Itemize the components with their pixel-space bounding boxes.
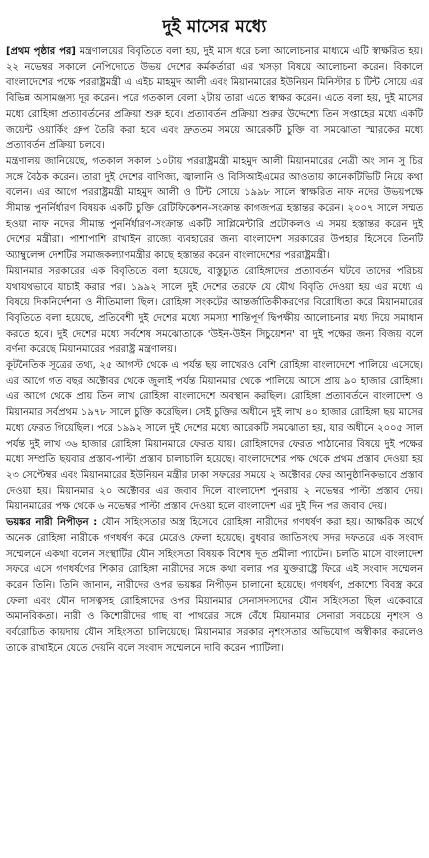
- paragraph-5: [6, 515, 423, 656]
- paragraph-5-text: যৌন সহিংসতার অস্ত্র হিসেবে রোহিঙ্গা নারীদের গণধর্ষণ করা হয়। আক্ষরিক অর্থে অনেক রোহিঙ্গা নারীকে গণধর্ষণ করে মেরেও ফেলা হয়েছে। বুধবার জাতিসংঘ সদর দফতরে এক সংবাদ সম্মেলনে একথা বলেন সংস্থাটির যৌন সহিংসতা বিষয়ক বিশেষ দূত প্রমীলা প্যাটেন। চলতি মাসে বাংলাদেশ সফরে এসে গণধর্ষণের শিকার রোহিঙ্গা নারীদের সঙ্গে কথা বলার পর যুক্তরাষ্ট্রে ফিরে এই সংবাদ সম্মেলন করেন তিনি। তিনি জানান, নারীদের ওপর ভয়ঙ্কর নিপীড়ন চালানো হয়েছে। গণধর্ষণ, প্রকাশ্যে বিবস্ত্র করে ফেলা এবং যৌন দাসত্বসহ রোহিঙ্গাদের ওপর মিয়ানমার সেনাসদস্যদের যৌন সহিংসতা ছিল একেবারে অমানবিকতা। নারী ও কিশোরীদের গাছ বা পাথরের সঙ্গে বেঁধে মিয়ানমার সেনারা সবচেয়ে নৃশংস ও বর্বরোচিত কায়দায় যৌন সহিংসতা চালিয়েছে। মিয়ানমার সরকার নৃশংসতার অভিযোগ অস্বীকার করলেও তাকে রাখাইনে যেতে দেয়নি বলে সংবাদ সম্মেলনে দাবি করেন প্যাটিলা।: [6, 517, 423, 654]
- article-body: [6, 44, 423, 656]
- paragraph-1: [6, 44, 423, 154]
- subheading: ভয়ঙ্কর নারী নিপীড়ন :: [6, 517, 98, 529]
- paragraph-1-text: মন্ত্রণালয়ের বিবৃতিতে বলা হয়, দুই মাস ধরে চলা আলোচনার মাধ্যমে এটি স্বাক্ষরিত হয়। ২২ নভেম্বর সকালে নেপিদোতে উভয় দেশের কর্মকর্তারা এর খসড়া বিষয়ে আলোচনা করেন। বিকালে বাংলাদেশের পক্ষে পররাষ্ট্রমন্ত্রী এ এইচ মাহমুদ আলী এবং মিয়ানমারের ইউনিয়ন মিনিস্টার চ টিন্ট সোয়ে এর বিভিন্ন অসামঞ্জস্য দূর করেন। পরে গতকাল বেলা ২টায় তারা এতে স্বাক্ষর করেন। এতে বলা হয়, দুই মাসের মধ্যে রোহিঙ্গা প্রত্যাবর্তনের প্রক্রিয়া শুরু হবে। প্রত্যাবর্তন প্রক্রিয়া শুরুর উদ্দেশ্যে তিন সপ্তাহের মধ্যে একটি জয়েন্ট ওয়ার্কিং গ্রুপ তৈরি করা হবে এবং দ্রুততম সময়ে আরেকটি চুক্তি বা সমঝোতা স্মারকের মধ্যে প্রত্যাবর্তন প্রক্রিয়া চলবে।: [6, 46, 423, 152]
- paragraph-4: কূটনৈতিক সূত্রের তথ্য, ২৫ আগস্ট থেকে এ পর্যন্ত ছয় লাখেরও বেশি রোহিঙ্গা বাংলাদেশে পালিয়ে এসেছে। এর আগে গত বছর অক্টোবর থেকে জুলাই পর্যন্ত মিয়ানমার থেকে পালিয়ে আসে প্রায় ৯০ হাজার রোহিঙ্গা। এর আগে থেকে প্রায় তিন লাখ রোহিঙ্গা বাংলাদেশে অবস্থান করছিল। রোহিঙ্গা প্রত্যাবর্তনে বাংলাদেশ ও মিয়ানমার সর্বপ্রথম ১৯৭৮ সালে চুক্তি করেছিল। সেই চুক্তির অধীনে দুই লাখ ৪০ হাজার রোহিঙ্গা ছয় মাসের মধ্যে ফেরত গিয়েছিল। পরে ১৯৯২ সালে দুই দেশের মধ্যে আরেকটি সমঝোতা হয়, যার অধীনে ২০০৫ সাল পর্যন্ত দুই লাখ ৩৬ হাজার রোহিঙ্গা মিয়ানমারে ফেরত যায়। রোহিঙ্গাদের ফেরত পাঠানোর বিষয়ে দুই পক্ষের মধ্যে সম্প্রতি ছয়বার প্রস্তাব-পাল্টা প্রস্তাব চালাচালি হয়েছে। বাংলাদেশের পক্ষ থেকে প্রথম প্রস্তাব দেওয়া হয় ২৩ সেপ্টেম্বর এবং মিয়ানমারের ইউনিয়ন মন্ত্রীর ঢাকা সফরের সময়ে ২ অক্টোবর ফের আনুষ্ঠানিকভাবে প্রস্তাব দেওয়া হয়। মিয়ানমার ২০ অক্টোবর এর জবাব দিলে বাংলাদেশ পুনরায় ২ নভেম্বর পাল্টা প্রস্তাব দেয়। মিয়ানমারের পক্ষ থেকে ৬ নভেম্বর পাল্টা প্রস্তাব দেওয়া হলে বাংলাদেশ এর দুই দিন পর জবাব দেয়।: [6, 360, 423, 513]
- continuation-label: [প্রথম পৃষ্ঠার পর]: [6, 46, 76, 57]
- article-headline: দুই মাসের মধ্যে: [162, 17, 267, 37]
- paragraph-3: মিয়ানমার সরকারের এক বিবৃতিতে বলা হয়েছে, বাস্তুচ্যুত রোহিঙ্গাদের প্রত্যাবর্তন ঘটবে তাদের পরিচয় যথাযথভাবে যাচাই করার পর। ১৯৯২ সালে দুই দেশের তরফে যে যৌথ বিবৃতি দেওয়া হয় এর মধ্যে এ বিষয়ে দিকনির্দেশনা ও নীতিমালা ছিল। রোহিঙ্গা সংকটের আন্তর্জাতিকীকরণের বিরোধিতা করে মিয়ানমারের বিবৃতিতে বলা হয়েছে, প্রতিবেশী দুই দেশের মধ্যে সমস্যা শান্তিপূর্ণ দ্বিপক্ষীয় আলোচনার মধ্য দিয়ে সমাধান করতে হবে। দুই দেশের মধ্যে সর্বশেষ সমঝোতাকে 'উইন-উইন সিচুয়েশন' বা দুই পক্ষের জন্য বিজয় বলে বর্ণনা করেছে মিয়ানমারের পররাষ্ট্র মন্ত্রণালয়।: [6, 265, 423, 356]
- paragraph-2: মন্ত্রণালয় জানিয়েছে, গতকাল সকাল ১০টায় পররাষ্ট্রমন্ত্রী মাহমুদ আলী মিয়ানমারের নেত্রী অং সান সু চির সঙ্গে বৈঠক করেন। তারা দুই দেশের বাণিজ্য, জ্বালানি ও বিসিআইএমের আওতায় কানেকটিভিটি নিয়ে কথা বলেন। এর আগে পররাষ্ট্রমন্ত্রী মাহমুদ আলী ও টিন্ট সোয়ে ১৯৯৮ সালে স্বাক্ষরিত নাফ নদের উভয়পক্ষে সীমান্ত পুনর্নির্ধারণ বিষয়ক একটি চুক্তি রেটিফিকেশন-সংক্রান্ত কাগজপত্র হস্তান্তর করেন। ২০০৭ সালে সম্মত হওয়া নাফ নদের সীমান্ত পুনর্নির্ধারণ-সংক্রান্ত একটি সাপ্লিমেন্টারি প্রটোকলও এ সময় হস্তান্তর করেন দুই দেশের মন্ত্রীরা। পাশাপাশি রাখাইন রাজ্যে ব্যবহারের জন্য বাংলাদেশ সরকারের উপহার হিসেবে তিনটি অ্যাম্বুলেন্স দেশটির সমাজকল্যাণমন্ত্রীর কাছে হস্তান্তর করেন বাংলাদেশের পররাষ্ট্রমন্ত্রী।: [6, 155, 423, 262]
